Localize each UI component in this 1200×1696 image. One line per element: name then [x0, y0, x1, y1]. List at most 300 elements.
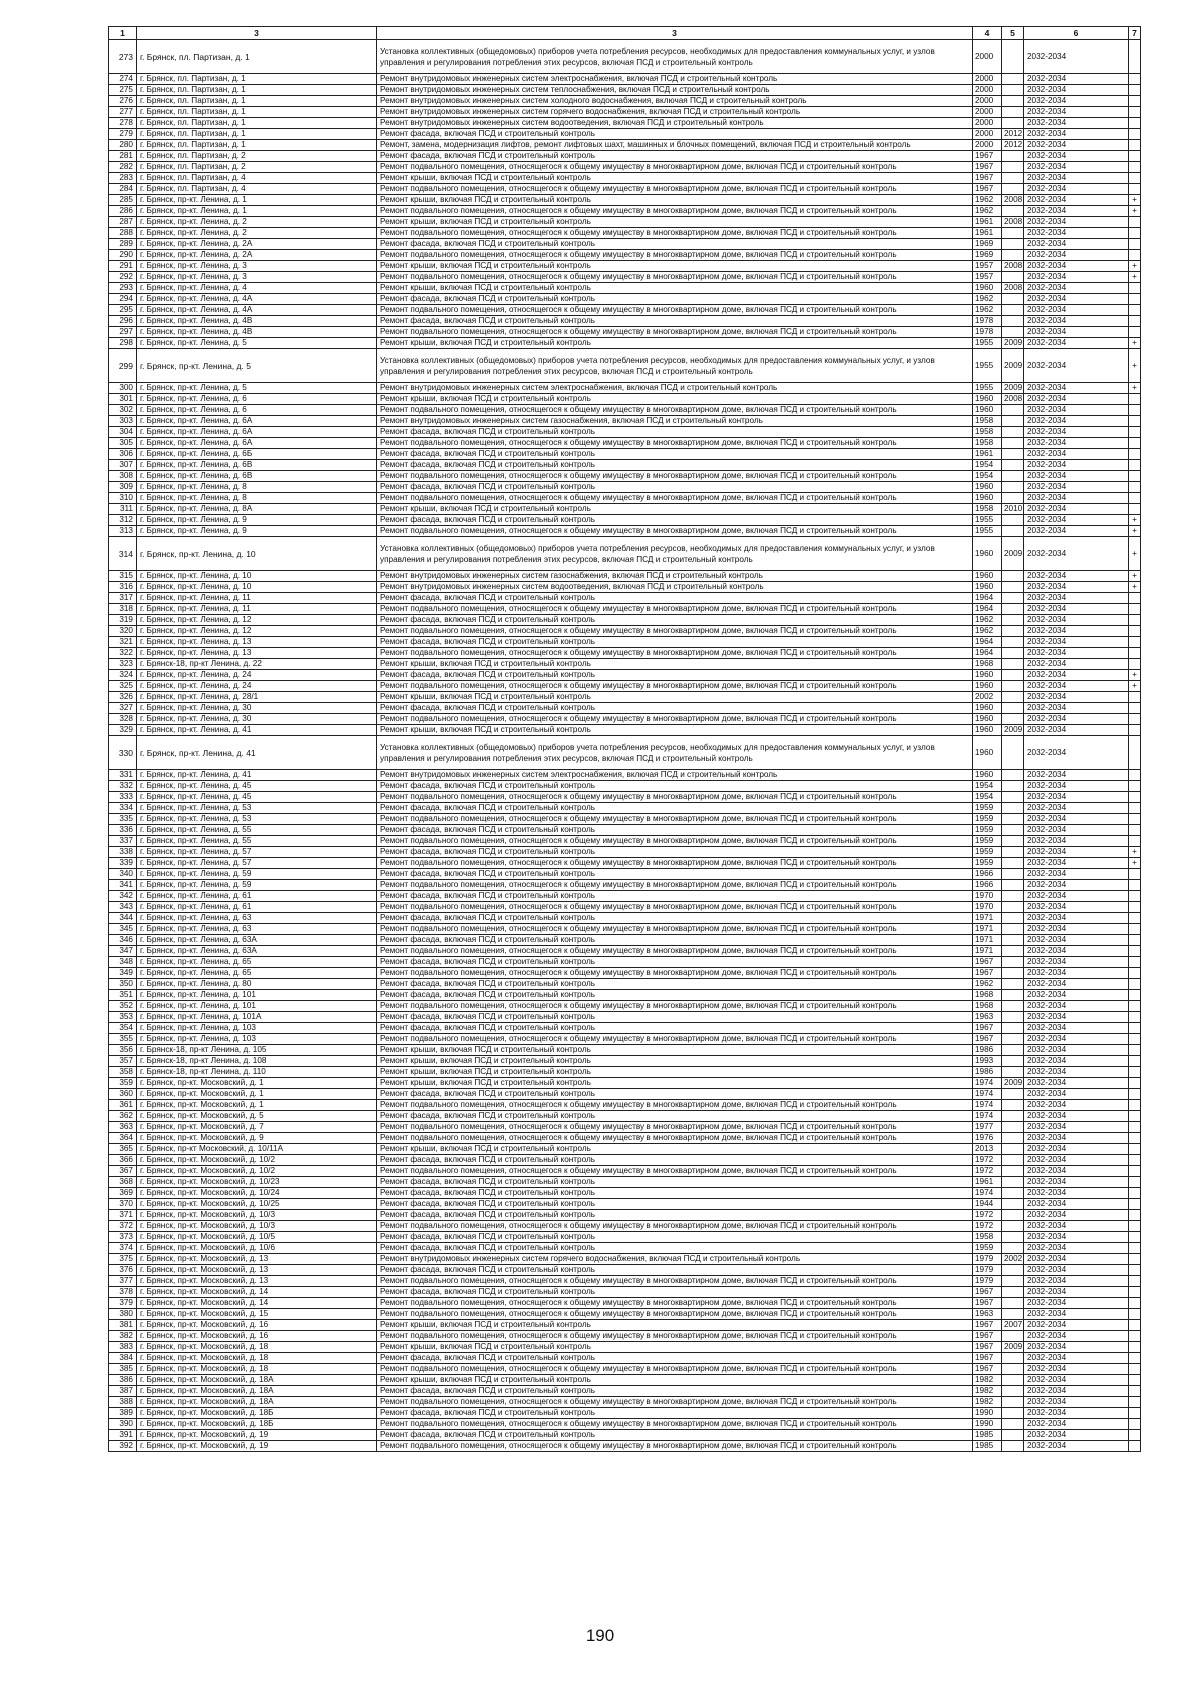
- row-number: 280: [109, 140, 137, 151]
- row-number: 377: [109, 1276, 137, 1287]
- row-number: 325: [109, 681, 137, 692]
- table-row: [109, 195, 1141, 206]
- address-cell: г. Брянск, пр-кт Московский, д. 10/11А: [137, 1144, 377, 1155]
- table-row: [109, 1001, 1141, 1012]
- planned-period-cell: 2032-2034: [1024, 338, 1129, 349]
- planned-period-cell: 2032-2034: [1024, 460, 1129, 471]
- row-number: 339: [109, 858, 137, 869]
- build-year-cell: 2000: [973, 118, 1002, 129]
- table-row: [109, 1441, 1141, 1452]
- row-number: 386: [109, 1375, 137, 1386]
- table-row: [109, 1012, 1141, 1023]
- address-cell: г. Брянск, пр-кт. Ленина, д. 57: [137, 847, 377, 858]
- table-row: [109, 537, 1141, 571]
- row-number: 289: [109, 239, 137, 250]
- planned-period-cell: 2032-2034: [1024, 217, 1129, 228]
- table-row: [109, 1265, 1141, 1276]
- work-type-cell: Ремонт подвального помещения, относящегося к общему имуществу в многоквартирном доме, включая ПСД и строительный контроль: [377, 946, 973, 957]
- build-year-cell: 1955: [973, 526, 1002, 537]
- address-cell: г. Брянск, пр-кт. Московский, д. 18Б: [137, 1408, 377, 1419]
- planned-period-cell: 2032-2034: [1024, 1353, 1129, 1364]
- mark-cell: [1129, 217, 1141, 228]
- mark-cell: [1129, 1320, 1141, 1331]
- row-number: 308: [109, 471, 137, 482]
- work-type-cell: Ремонт подвального помещения, относящегося к общему имуществу в многоквартирном доме, включая ПСД и строительный контроль: [377, 1309, 973, 1320]
- table-row: [109, 1166, 1141, 1177]
- row-number: 274: [109, 74, 137, 85]
- work-type-cell: Ремонт крыши, включая ПСД и строительный контроль: [377, 725, 973, 736]
- row-number: 338: [109, 847, 137, 858]
- table-row: [109, 858, 1141, 869]
- planned-period-cell: 2032-2034: [1024, 1331, 1129, 1342]
- build-year-cell: 2013: [973, 1144, 1002, 1155]
- address-cell: г. Брянск, пл. Партизан, д. 2: [137, 151, 377, 162]
- planned-period-cell: 2032-2034: [1024, 228, 1129, 239]
- last-repair-year-cell: [1002, 1287, 1024, 1298]
- mark-cell: [1129, 1166, 1141, 1177]
- last-repair-year-cell: [1002, 1188, 1024, 1199]
- planned-period-cell: 2032-2034: [1024, 1199, 1129, 1210]
- table-row: [109, 935, 1141, 946]
- last-repair-year-cell: [1002, 184, 1024, 195]
- row-number: 333: [109, 792, 137, 803]
- mark-cell: [1129, 151, 1141, 162]
- mark-cell: [1129, 1001, 1141, 1012]
- mark-cell: [1129, 316, 1141, 327]
- table-row: [109, 283, 1141, 294]
- mark-cell: [1129, 1199, 1141, 1210]
- last-repair-year-cell: [1002, 460, 1024, 471]
- work-type-cell: Ремонт внутридомовых инженерных систем электроснабжения, включая ПСД и строительный контроль: [377, 770, 973, 781]
- last-repair-year-cell: [1002, 714, 1024, 725]
- table-row: [109, 206, 1141, 217]
- build-year-cell: 1969: [973, 250, 1002, 261]
- planned-period-cell: 2032-2034: [1024, 858, 1129, 869]
- address-cell: г. Брянск, пр-кт. Ленина, д. 4: [137, 283, 377, 294]
- work-type-cell: Ремонт фасада, включая ПСД и строительный контроль: [377, 869, 973, 880]
- mark-cell: [1129, 1111, 1141, 1122]
- address-cell: г. Брянск, пр-кт. Ленина, д. 5: [137, 338, 377, 349]
- build-year-cell: 1955: [973, 349, 1002, 383]
- build-year-cell: 1959: [973, 825, 1002, 836]
- build-year-cell: 1964: [973, 604, 1002, 615]
- build-year-cell: 1944: [973, 1199, 1002, 1210]
- mark-cell: [1129, 1287, 1141, 1298]
- table-row: [109, 74, 1141, 85]
- address-cell: г. Брянск, пр-кт. Ленина, д. 59: [137, 880, 377, 891]
- planned-period-cell: 2032-2034: [1024, 1133, 1129, 1144]
- build-year-cell: 1974: [973, 1100, 1002, 1111]
- work-type-cell: Ремонт подвального помещения, относящегося к общему имуществу в многоквартирном доме, включая ПСД и строительный контроль: [377, 250, 973, 261]
- planned-period-cell: 2032-2034: [1024, 803, 1129, 814]
- build-year-cell: 1974: [973, 1188, 1002, 1199]
- last-repair-year-cell: 2008: [1002, 217, 1024, 228]
- planned-period-cell: 2032-2034: [1024, 781, 1129, 792]
- build-year-cell: 1985: [973, 1441, 1002, 1452]
- mark-cell: +: [1129, 670, 1141, 681]
- table-row: [109, 1419, 1141, 1430]
- last-repair-year-cell: [1002, 648, 1024, 659]
- mark-cell: [1129, 725, 1141, 736]
- row-number: 354: [109, 1023, 137, 1034]
- build-year-cell: 1962: [973, 206, 1002, 217]
- last-repair-year-cell: [1002, 1386, 1024, 1397]
- planned-period-cell: 2032-2034: [1024, 1078, 1129, 1089]
- planned-period-cell: 2032-2034: [1024, 626, 1129, 637]
- planned-period-cell: 2032-2034: [1024, 770, 1129, 781]
- last-repair-year-cell: [1002, 327, 1024, 338]
- planned-period-cell: 2032-2034: [1024, 1122, 1129, 1133]
- address-cell: г. Брянск, пр-кт. Московский, д. 10/3: [137, 1221, 377, 1232]
- table-row: [109, 1276, 1141, 1287]
- table-row: [109, 272, 1141, 283]
- planned-period-cell: 2032-2034: [1024, 1232, 1129, 1243]
- table-row: [109, 615, 1141, 626]
- planned-period-cell: 2032-2034: [1024, 1045, 1129, 1056]
- work-type-cell: Ремонт фасада, включая ПСД и строительный контроль: [377, 913, 973, 924]
- build-year-cell: 1966: [973, 869, 1002, 880]
- planned-period-cell: 2032-2034: [1024, 107, 1129, 118]
- build-year-cell: 1968: [973, 1001, 1002, 1012]
- address-cell: г. Брянск, пр-кт. Московский, д. 18А: [137, 1386, 377, 1397]
- build-year-cell: 2002: [973, 692, 1002, 703]
- address-cell: г. Брянск, пр-кт. Ленина, д. 2А: [137, 250, 377, 261]
- mark-cell: +: [1129, 272, 1141, 283]
- table-row: [109, 1133, 1141, 1144]
- work-type-cell: Ремонт фасада, включая ПСД и строительный контроль: [377, 703, 973, 714]
- planned-period-cell: 2032-2034: [1024, 1397, 1129, 1408]
- build-year-cell: 1961: [973, 449, 1002, 460]
- planned-period-cell: 2032-2034: [1024, 692, 1129, 703]
- work-type-cell: Ремонт фасада, включая ПСД и строительный контроль: [377, 1386, 973, 1397]
- build-year-cell: 1961: [973, 217, 1002, 228]
- address-cell: г. Брянск, пр-кт. Ленина, д. 12: [137, 626, 377, 637]
- header-col-1: 1: [109, 27, 137, 40]
- mark-cell: +: [1129, 338, 1141, 349]
- build-year-cell: 2000: [973, 96, 1002, 107]
- last-repair-year-cell: [1002, 946, 1024, 957]
- address-cell: г. Брянск, пр-кт. Ленина, д. 8: [137, 493, 377, 504]
- last-repair-year-cell: [1002, 957, 1024, 968]
- planned-period-cell: 2032-2034: [1024, 206, 1129, 217]
- table-row: [109, 582, 1141, 593]
- build-year-cell: 1959: [973, 1243, 1002, 1254]
- row-number: 371: [109, 1210, 137, 1221]
- build-year-cell: 1969: [973, 239, 1002, 250]
- planned-period-cell: 2032-2034: [1024, 703, 1129, 714]
- address-cell: г. Брянск, пр-кт. Ленина, д. 5: [137, 349, 377, 383]
- table-row: [109, 107, 1141, 118]
- planned-period-cell: 2032-2034: [1024, 1188, 1129, 1199]
- work-type-cell: Ремонт подвального помещения, относящегося к общему имуществу в многоквартирном доме, включая ПСД и строительный контроль: [377, 924, 973, 935]
- table-row: [109, 217, 1141, 228]
- mark-cell: [1129, 1089, 1141, 1100]
- last-repair-year-cell: [1002, 604, 1024, 615]
- last-repair-year-cell: 2008: [1002, 261, 1024, 272]
- work-type-cell: Ремонт фасада, включая ПСД и строительный контроль: [377, 1287, 973, 1298]
- mark-cell: [1129, 1298, 1141, 1309]
- address-cell: г. Брянск, пр-кт. Московский, д. 10/5: [137, 1232, 377, 1243]
- work-type-cell: Ремонт фасада, включая ПСД и строительный контроль: [377, 593, 973, 604]
- planned-period-cell: 2032-2034: [1024, 162, 1129, 173]
- row-number: 291: [109, 261, 137, 272]
- work-type-cell: Ремонт подвального помещения, относящегося к общему имуществу в многоквартирном доме, включая ПСД и строительный контроль: [377, 438, 973, 449]
- planned-period-cell: 2032-2034: [1024, 1441, 1129, 1452]
- build-year-cell: 1962: [973, 626, 1002, 637]
- address-cell: г. Брянск, пр-кт. Ленина, д. 8А: [137, 504, 377, 515]
- row-number: 306: [109, 449, 137, 460]
- build-year-cell: 1958: [973, 1232, 1002, 1243]
- row-number: 302: [109, 405, 137, 416]
- last-repair-year-cell: [1002, 681, 1024, 692]
- mark-cell: [1129, 770, 1141, 781]
- address-cell: г. Брянск, пр-кт. Ленина, д. 2А: [137, 239, 377, 250]
- work-type-cell: Ремонт фасада, включая ПСД и строительный контроль: [377, 1408, 973, 1419]
- work-type-cell: Ремонт подвального помещения, относящегося к общему имуществу в многоквартирном доме, включая ПСД и строительный контроль: [377, 1034, 973, 1045]
- address-cell: г. Брянск, пр-кт. Московский, д. 15: [137, 1309, 377, 1320]
- last-repair-year-cell: [1002, 162, 1024, 173]
- address-cell: г. Брянск, пр-кт. Ленина, д. 80: [137, 979, 377, 990]
- address-cell: г. Брянск, пр-кт. Московский, д. 10/2: [137, 1166, 377, 1177]
- address-cell: г. Брянск, пр-кт. Московский, д. 13: [137, 1276, 377, 1287]
- address-cell: г. Брянск, пр-кт. Ленина, д. 53: [137, 803, 377, 814]
- planned-period-cell: 2032-2034: [1024, 880, 1129, 891]
- mark-cell: [1129, 593, 1141, 604]
- row-number: 287: [109, 217, 137, 228]
- address-cell: г. Брянск, пр-кт. Ленина, д. 6А: [137, 427, 377, 438]
- mark-cell: [1129, 305, 1141, 316]
- mark-cell: +: [1129, 847, 1141, 858]
- last-repair-year-cell: [1002, 891, 1024, 902]
- table-row: [109, 781, 1141, 792]
- row-number: 366: [109, 1155, 137, 1166]
- last-repair-year-cell: [1002, 1232, 1024, 1243]
- build-year-cell: 1963: [973, 1012, 1002, 1023]
- last-repair-year-cell: [1002, 990, 1024, 1001]
- build-year-cell: 1986: [973, 1067, 1002, 1078]
- address-cell: г. Брянск, пр-кт. Ленина, д. 13: [137, 648, 377, 659]
- last-repair-year-cell: [1002, 1133, 1024, 1144]
- planned-period-cell: 2032-2034: [1024, 1089, 1129, 1100]
- table-row: [109, 316, 1141, 327]
- last-repair-year-cell: 2008: [1002, 283, 1024, 294]
- mark-cell: [1129, 1034, 1141, 1045]
- work-type-cell: Ремонт фасада, включая ПСД и строительный контроль: [377, 1210, 973, 1221]
- build-year-cell: 1964: [973, 637, 1002, 648]
- row-number: 310: [109, 493, 137, 504]
- planned-period-cell: 2032-2034: [1024, 272, 1129, 283]
- row-number: 336: [109, 825, 137, 836]
- row-number: 365: [109, 1144, 137, 1155]
- table-row: [109, 659, 1141, 670]
- planned-period-cell: 2032-2034: [1024, 96, 1129, 107]
- work-type-cell: Ремонт подвального помещения, относящегося к общему имуществу в многоквартирном доме, включая ПСД и строительный контроль: [377, 681, 973, 692]
- address-cell: г. Брянск, пр-кт. Ленина, д. 6В: [137, 460, 377, 471]
- mark-cell: [1129, 935, 1141, 946]
- last-repair-year-cell: [1002, 803, 1024, 814]
- address-cell: г. Брянск, пр-кт. Ленина, д. 63: [137, 924, 377, 935]
- address-cell: г. Брянск, пр-кт. Московский, д. 7: [137, 1122, 377, 1133]
- mark-cell: [1129, 228, 1141, 239]
- last-repair-year-cell: [1002, 1100, 1024, 1111]
- mark-cell: [1129, 1056, 1141, 1067]
- planned-period-cell: 2032-2034: [1024, 593, 1129, 604]
- work-type-cell: Ремонт крыши, включая ПСД и строительный контроль: [377, 173, 973, 184]
- planned-period-cell: 2032-2034: [1024, 1210, 1129, 1221]
- address-cell: г. Брянск, пр-кт. Ленина, д. 55: [137, 836, 377, 847]
- mark-cell: [1129, 1265, 1141, 1276]
- build-year-cell: 1972: [973, 1221, 1002, 1232]
- work-type-cell: Ремонт фасада, включая ПСД и строительный контроль: [377, 1353, 973, 1364]
- work-type-cell: Ремонт фасада, включая ПСД и строительный контроль: [377, 825, 973, 836]
- row-number: 316: [109, 582, 137, 593]
- row-number: 363: [109, 1122, 137, 1133]
- row-number: 369: [109, 1188, 137, 1199]
- mark-cell: [1129, 1078, 1141, 1089]
- address-cell: г. Брянск, пр-кт. Ленина, д. 4В: [137, 327, 377, 338]
- planned-period-cell: 2032-2034: [1024, 305, 1129, 316]
- build-year-cell: 1959: [973, 814, 1002, 825]
- table-row: [109, 438, 1141, 449]
- address-cell: г. Брянск, пр-кт. Московский, д. 10/3: [137, 1210, 377, 1221]
- row-number: 277: [109, 107, 137, 118]
- address-cell: г. Брянск, пр-кт. Московский, д. 18: [137, 1364, 377, 1375]
- address-cell: г. Брянск, пл. Партизан, д. 1: [137, 118, 377, 129]
- build-year-cell: 1974: [973, 1111, 1002, 1122]
- last-repair-year-cell: [1002, 1243, 1024, 1254]
- build-year-cell: 1962: [973, 615, 1002, 626]
- table-row: [109, 1254, 1141, 1265]
- mark-cell: [1129, 294, 1141, 305]
- mark-cell: [1129, 1430, 1141, 1441]
- build-year-cell: 1962: [973, 979, 1002, 990]
- planned-period-cell: 2032-2034: [1024, 1243, 1129, 1254]
- build-year-cell: 1960: [973, 703, 1002, 714]
- build-year-cell: 1967: [973, 1364, 1002, 1375]
- address-cell: г. Брянск, пр-кт. Московский, д. 19: [137, 1441, 377, 1452]
- work-type-cell: Ремонт подвального помещения, относящегося к общему имуществу в многоквартирном доме, включая ПСД и строительный контроль: [377, 1221, 973, 1232]
- row-number: 352: [109, 1001, 137, 1012]
- address-cell: г. Брянск, пр-кт. Московский, д. 18А: [137, 1375, 377, 1386]
- header-col-4: 4: [973, 27, 1002, 40]
- row-number: 329: [109, 725, 137, 736]
- row-number: 347: [109, 946, 137, 957]
- address-cell: г. Брянск, пр-кт. Ленина, д. 101: [137, 1001, 377, 1012]
- last-repair-year-cell: [1002, 825, 1024, 836]
- header-col-3: 3: [377, 27, 973, 40]
- table-row: [109, 792, 1141, 803]
- planned-period-cell: 2032-2034: [1024, 316, 1129, 327]
- planned-period-cell: 2032-2034: [1024, 902, 1129, 913]
- last-repair-year-cell: [1002, 1408, 1024, 1419]
- planned-period-cell: 2032-2034: [1024, 427, 1129, 438]
- table-row: [109, 85, 1141, 96]
- document-sheet: [108, 26, 1140, 1452]
- last-repair-year-cell: [1002, 637, 1024, 648]
- table-row: [109, 902, 1141, 913]
- address-cell: г. Брянск, пр-кт. Ленина, д. 24: [137, 670, 377, 681]
- last-repair-year-cell: [1002, 228, 1024, 239]
- last-repair-year-cell: [1002, 405, 1024, 416]
- build-year-cell: 1972: [973, 1155, 1002, 1166]
- last-repair-year-cell: 2008: [1002, 195, 1024, 206]
- table-body: [109, 40, 1141, 1452]
- mark-cell: [1129, 96, 1141, 107]
- row-number: 319: [109, 615, 137, 626]
- row-number: 360: [109, 1089, 137, 1100]
- planned-period-cell: 2032-2034: [1024, 825, 1129, 836]
- work-type-cell: Ремонт внутридомовых инженерных систем горячего водоснабжения, включая ПСД и строительный контроль: [377, 107, 973, 118]
- last-repair-year-cell: [1002, 151, 1024, 162]
- mark-cell: +: [1129, 537, 1141, 571]
- planned-period-cell: 2032-2034: [1024, 1408, 1129, 1419]
- table-row: [109, 648, 1141, 659]
- mark-cell: [1129, 615, 1141, 626]
- last-repair-year-cell: [1002, 96, 1024, 107]
- row-number: 353: [109, 1012, 137, 1023]
- work-type-cell: Ремонт подвального помещения, относящегося к общему имуществу в многоквартирном доме, включая ПСД и строительный контроль: [377, 184, 973, 195]
- mark-cell: [1129, 1243, 1141, 1254]
- last-repair-year-cell: [1002, 438, 1024, 449]
- mark-cell: [1129, 714, 1141, 725]
- address-cell: г. Брянск, пр-кт. Ленина, д. 61: [137, 891, 377, 902]
- table-row: [109, 1078, 1141, 1089]
- build-year-cell: 1964: [973, 593, 1002, 604]
- row-number: 370: [109, 1199, 137, 1210]
- row-number: 311: [109, 504, 137, 515]
- address-cell: г. Брянск, пр-кт. Ленина, д. 101А: [137, 1012, 377, 1023]
- mark-cell: +: [1129, 571, 1141, 582]
- table-row: [109, 1034, 1141, 1045]
- address-cell: г. Брянск, пр-кт. Московский, д. 10/23: [137, 1177, 377, 1188]
- table-row: [109, 1408, 1141, 1419]
- table-row: [109, 449, 1141, 460]
- address-cell: г. Брянск, пл. Партизан, д. 1: [137, 129, 377, 140]
- mark-cell: [1129, 1419, 1141, 1430]
- last-repair-year-cell: [1002, 1199, 1024, 1210]
- row-number: 367: [109, 1166, 137, 1177]
- table-row: [109, 1045, 1141, 1056]
- address-cell: г. Брянск, пр-кт. Ленина, д. 10: [137, 537, 377, 571]
- planned-period-cell: 2032-2034: [1024, 1342, 1129, 1353]
- build-year-cell: 1967: [973, 1320, 1002, 1331]
- table-row: [109, 770, 1141, 781]
- planned-period-cell: 2032-2034: [1024, 537, 1129, 571]
- address-cell: г. Брянск, пл. Партизан, д. 1: [137, 140, 377, 151]
- row-number: 383: [109, 1342, 137, 1353]
- row-number: 314: [109, 537, 137, 571]
- work-type-cell: Ремонт подвального помещения, относящегося к общему имуществу в многоквартирном доме, включая ПСД и строительный контроль: [377, 305, 973, 316]
- work-type-cell: Ремонт подвального помещения, относящегося к общему имуществу в многоквартирном доме, включая ПСД и строительный контроль: [377, 626, 973, 637]
- table-row: [109, 571, 1141, 582]
- build-year-cell: 1960: [973, 670, 1002, 681]
- last-repair-year-cell: [1002, 571, 1024, 582]
- build-year-cell: 1978: [973, 327, 1002, 338]
- work-type-cell: Ремонт фасада, включая ПСД и строительный контроль: [377, 990, 973, 1001]
- build-year-cell: 1960: [973, 482, 1002, 493]
- last-repair-year-cell: [1002, 294, 1024, 305]
- table-row: [109, 40, 1141, 74]
- row-number: 376: [109, 1265, 137, 1276]
- last-repair-year-cell: [1002, 1023, 1024, 1034]
- table-row: [109, 1342, 1141, 1353]
- row-number: 297: [109, 327, 137, 338]
- build-year-cell: 1967: [973, 1331, 1002, 1342]
- planned-period-cell: 2032-2034: [1024, 1012, 1129, 1023]
- last-repair-year-cell: [1002, 781, 1024, 792]
- last-repair-year-cell: [1002, 1276, 1024, 1287]
- row-number: 288: [109, 228, 137, 239]
